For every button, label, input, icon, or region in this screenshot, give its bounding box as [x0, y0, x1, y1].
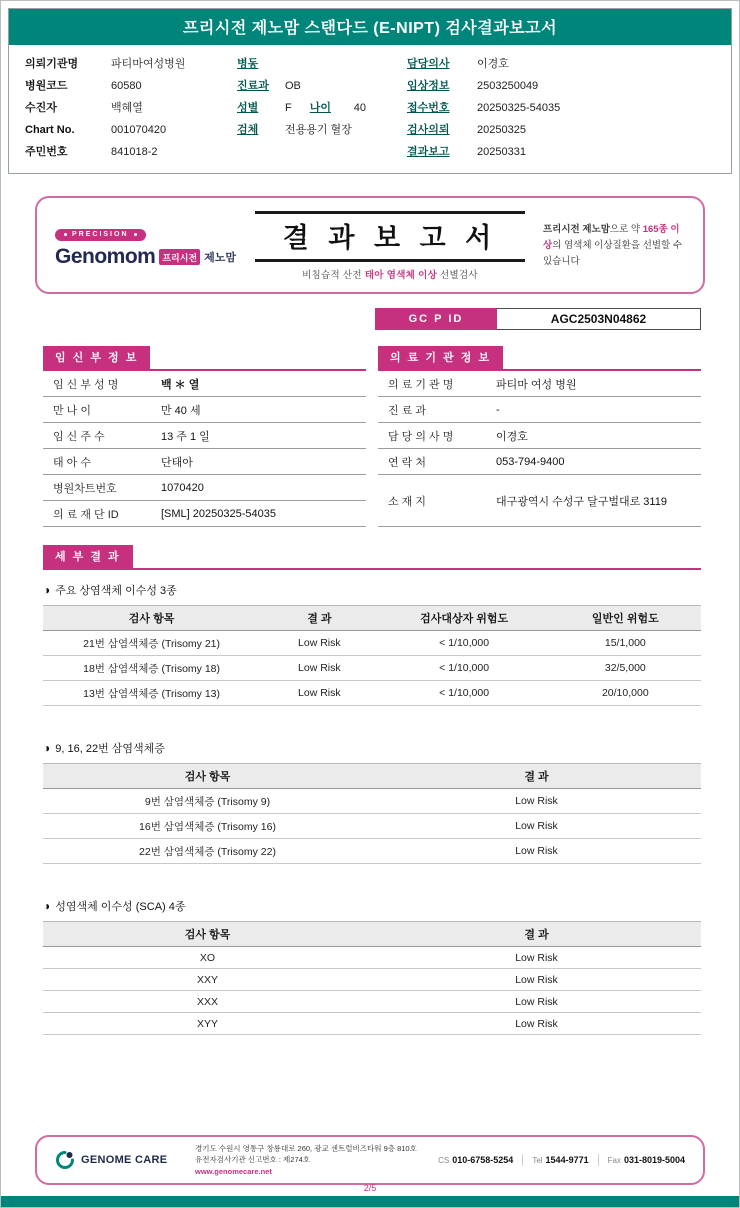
cell: Low Risk [260, 631, 378, 656]
field-label: 결과보고 [407, 146, 450, 158]
contact-fax [608, 1155, 685, 1165]
row-label: 의 료 기 관 명 [388, 378, 454, 391]
field-ordering-institution [25, 53, 237, 75]
contact-label: Tel [532, 1156, 543, 1165]
contact-label: CS [438, 1156, 450, 1165]
dot-icon [64, 233, 67, 236]
cell: 15/1,000 [550, 631, 701, 656]
subtitle-highlight: 태아 염색체 이상 [364, 270, 438, 281]
genomecare-logo-icon [55, 1150, 75, 1170]
cell: Low Risk [372, 1013, 701, 1035]
row-value: 파티마 여성 병원 [496, 378, 577, 391]
field-value: 001070420 [111, 124, 167, 136]
patient-header-col-left [25, 53, 237, 163]
cell: XXY [43, 969, 372, 991]
cell: 22번 삼염색체증 (Trisomy 22) [43, 839, 372, 864]
tagline-tail: 의 염색체 이상질환을 선별할 수 있습니다 [543, 240, 683, 267]
field-label: 나이 [309, 102, 331, 114]
half-circle-bullet-icon: ◑ [43, 741, 51, 755]
patient-header-col-middle [237, 53, 407, 163]
subtitle-prefix: 비침습적 산전 [302, 270, 365, 281]
contact-number: 010-6758-5254 [452, 1155, 514, 1165]
genomom-logo [55, 223, 255, 269]
logo-kr-text: 제노맘 [204, 252, 237, 264]
field-department [237, 75, 407, 97]
footer-website: www.genomecare.net [195, 1166, 272, 1176]
field-label: 진료과 [237, 80, 269, 92]
bottom-accent-bar [1, 1196, 739, 1207]
pregnant-info-header [43, 346, 366, 371]
logo-genomom-text: Genomom [55, 245, 156, 268]
field-hospital-code [25, 75, 237, 97]
row-label: 만 나 이 [53, 404, 91, 417]
section-title: 의 료 기 관 정 보 [378, 346, 503, 369]
row-label: 담 당 의 사 명 [388, 430, 454, 443]
field-label: 임상정보 [407, 80, 450, 92]
table-row [378, 423, 701, 449]
footer-contacts [438, 1154, 685, 1166]
cell: 20/10,000 [550, 681, 701, 706]
sca-group [43, 898, 701, 1035]
field-value: 20250331 [477, 146, 526, 158]
row-value: 단태아 [161, 456, 193, 469]
cell: Low Risk [372, 947, 701, 969]
results-section-header [43, 545, 701, 570]
field-receipt-no [407, 97, 715, 119]
cell: Low Risk [372, 839, 701, 864]
field-ward [237, 53, 407, 75]
cell: XO [43, 947, 372, 969]
field-value: F [285, 102, 292, 114]
group-caption [43, 582, 701, 598]
header-cell: 결 과 [260, 606, 378, 631]
clinic-info-header [378, 346, 701, 371]
header-cell: 검사 항목 [43, 922, 372, 947]
row-label: 소 재 지 [388, 495, 426, 508]
info-tables [43, 346, 701, 527]
contact-tel [532, 1155, 588, 1165]
group-caption [43, 898, 701, 914]
page-number: 2/5 [363, 1183, 377, 1193]
logo-kr-badge: 프리시전 [159, 249, 200, 265]
table-row [43, 969, 701, 991]
group-caption [43, 740, 701, 756]
genomecare-logo-text: GENOME CARE [81, 1154, 168, 1166]
table-row [43, 789, 701, 814]
precision-badge [55, 229, 146, 241]
footer [35, 1135, 705, 1185]
results-body [43, 582, 701, 1035]
logo-wordmark [55, 245, 255, 269]
row-value: 1070420 [161, 481, 204, 494]
trisomy-9-16-22-group [43, 740, 701, 864]
field-value: 40 [353, 102, 366, 114]
contact-cs [438, 1155, 513, 1165]
row-label: 임 신 주 수 [53, 430, 105, 443]
table-row [43, 839, 701, 864]
cell: Low Risk [372, 814, 701, 839]
caption-text: 성염색체 이수성 (SCA) 4종 [55, 901, 186, 913]
divider [522, 1154, 523, 1166]
field-label: 수진자 [25, 102, 57, 114]
cell: < 1/10,000 [379, 631, 550, 656]
cell: 18번 삼염색체증 (Trisomy 18) [43, 656, 260, 681]
field-label: 의뢰기관명 [25, 58, 79, 70]
field-resident-no [25, 141, 237, 163]
field-label: 접수번호 [407, 102, 450, 114]
field-label: 주민번호 [25, 146, 68, 158]
row-value: 053-794-9400 [496, 455, 565, 468]
table-row [43, 371, 366, 397]
divider [598, 1154, 599, 1166]
field-patient-name [25, 97, 237, 119]
table-row [43, 814, 701, 839]
clinic-info-table [378, 371, 701, 527]
genomecare-logo [55, 1150, 195, 1170]
autosome-risk-group [43, 582, 701, 706]
row-label: 진 료 과 [388, 404, 426, 417]
clinic-info-block [378, 346, 701, 527]
field-value: 20250325 [477, 124, 526, 136]
cell: 9번 삼염색체증 (Trisomy 9) [43, 789, 372, 814]
pregnant-info-table [43, 371, 366, 527]
row-value: 13 주 1 일 [161, 430, 210, 443]
table-row [378, 475, 701, 527]
brand-tagline [525, 222, 685, 269]
row-label: 임 신 부 성 명 [53, 378, 119, 391]
row-value: - [496, 403, 500, 416]
pregnant-info-block [43, 346, 366, 527]
field-label: 병동 [237, 58, 259, 70]
cell: XYY [43, 1013, 372, 1035]
table-row [43, 631, 701, 656]
row-value: 이경호 [496, 430, 528, 443]
table-row [43, 397, 366, 423]
field-doctor [407, 53, 715, 75]
field-value: 파티마여성병원 [111, 58, 186, 70]
table-row [43, 501, 366, 527]
row-value: 만 40 세 [161, 404, 201, 417]
sca-table [43, 921, 701, 1035]
field-value: 20250325-54035 [477, 102, 561, 114]
cell: Low Risk [372, 969, 701, 991]
cell: < 1/10,000 [379, 656, 550, 681]
autosome-risk-table [43, 605, 701, 706]
patient-header-col-right [407, 53, 715, 163]
contact-label: Fax [607, 1156, 621, 1165]
gcpid-label: GC P ID [375, 308, 497, 330]
header-cell: 검사 항목 [43, 764, 372, 789]
contact-number: 1544-9771 [545, 1155, 589, 1165]
caption-text: 9, 16, 22번 삼염색체증 [55, 743, 165, 755]
cell: 32/5,000 [550, 656, 701, 681]
trisomy-9-16-22-table [43, 763, 701, 864]
table-row [43, 681, 701, 706]
patient-header-box [8, 8, 732, 174]
field-specimen [237, 119, 407, 141]
field-value: 60580 [111, 80, 142, 92]
tagline-bold: 프리시전 제노맘 [543, 224, 610, 236]
row-label: 병원차트번호 [53, 482, 117, 495]
field-value: 2503250049 [477, 80, 539, 92]
gcpid-bar [375, 308, 701, 330]
field-request-date [407, 119, 715, 141]
footer-address: 경기도 수원시 영통구 창룡대로 260, 광교 센트럴비즈타워 9층 810호 [195, 1143, 417, 1153]
table-row [378, 449, 701, 475]
table-row [43, 423, 366, 449]
row-label: 연 락 처 [388, 456, 426, 469]
section-title: 임 신 부 정 보 [43, 346, 150, 369]
field-label: 담당의사 [407, 58, 450, 70]
report-subtitle [255, 262, 525, 281]
table-row [378, 371, 701, 397]
report-title: 결 과 보 고 서 [255, 211, 525, 262]
tagline-highlight: 165종 이상 [543, 224, 680, 252]
field-value: 전용용기 혈장 [285, 124, 352, 136]
row-value: 대구광역시 수성구 달구벌대로 3119 [496, 495, 667, 508]
field-chart-no [25, 119, 237, 141]
table-row [43, 449, 366, 475]
row-label: 의 료 재 단 ID [53, 508, 119, 521]
table-row [43, 656, 701, 681]
field-value: 백혜열 [111, 102, 143, 114]
header-cell: 검사대상자 위험도 [379, 606, 550, 631]
field-report-date [407, 141, 715, 163]
table-row [43, 1013, 701, 1035]
field-value: 이경호 [477, 58, 509, 70]
field-sex-age [237, 97, 407, 119]
half-circle-bullet-icon: ◑ [43, 583, 51, 597]
table-row [378, 397, 701, 423]
table-header-row [43, 606, 701, 631]
table-row [43, 475, 366, 501]
row-label: 태 아 수 [53, 456, 91, 469]
cell: 21번 삼염색체증 (Trisomy 21) [43, 631, 260, 656]
section-title: 세 부 결 과 [43, 545, 133, 568]
header-cell: 결 과 [372, 922, 701, 947]
report-brand-box [35, 196, 705, 294]
field-label: 병원코드 [25, 80, 68, 92]
subtitle-suffix: 선별검사 [437, 270, 478, 281]
dot-icon [134, 233, 137, 236]
half-circle-bullet-icon: ◑ [43, 899, 51, 913]
patient-header-grid [9, 45, 731, 173]
footer-address-block [195, 1143, 438, 1178]
field-value: 841018-2 [111, 146, 158, 158]
contact-number: 031-8019-5004 [623, 1155, 685, 1165]
cell: Low Risk [260, 681, 378, 706]
tagline-mid: 으로 약 [609, 224, 643, 236]
table-row [43, 947, 701, 969]
cell: < 1/10,000 [379, 681, 550, 706]
cell: 13번 삼염색체증 (Trisomy 13) [43, 681, 260, 706]
footer-license: 유전자검사기관 신고번호 : 제274호 [195, 1155, 311, 1165]
cell: Low Risk [372, 991, 701, 1013]
table-header-row [43, 922, 701, 947]
header-cell: 검사 항목 [43, 606, 260, 631]
field-value: OB [285, 80, 301, 92]
row-value: 백 ＊ 열 [161, 378, 200, 391]
page-title: 프리시전 제노맘 스탠다드 (E-NIPT) 검사결과보고서 [9, 9, 731, 45]
field-label: 성별 [237, 102, 259, 114]
cell: 16번 삼염색체증 (Trisomy 16) [43, 814, 372, 839]
caption-text: 주요 상염색체 이수성 3종 [55, 585, 177, 597]
table-header-row [43, 764, 701, 789]
field-clinical-info [407, 75, 715, 97]
cell: XXX [43, 991, 372, 1013]
field-label: 검사의뢰 [407, 124, 450, 136]
header-cell: 결 과 [372, 764, 701, 789]
report-title-block [255, 211, 525, 281]
precision-badge-label: PRECISION [72, 231, 129, 238]
field-label: 검체 [237, 124, 259, 136]
gcpid-value: AGC2503N04862 [497, 308, 701, 330]
row-value: [SML] 20250325-54035 [161, 507, 276, 520]
cell: Low Risk [372, 789, 701, 814]
field-label: Chart No. [25, 124, 75, 136]
table-row [43, 991, 701, 1013]
cell: Low Risk [260, 656, 378, 681]
header-cell: 일반인 위험도 [550, 606, 701, 631]
